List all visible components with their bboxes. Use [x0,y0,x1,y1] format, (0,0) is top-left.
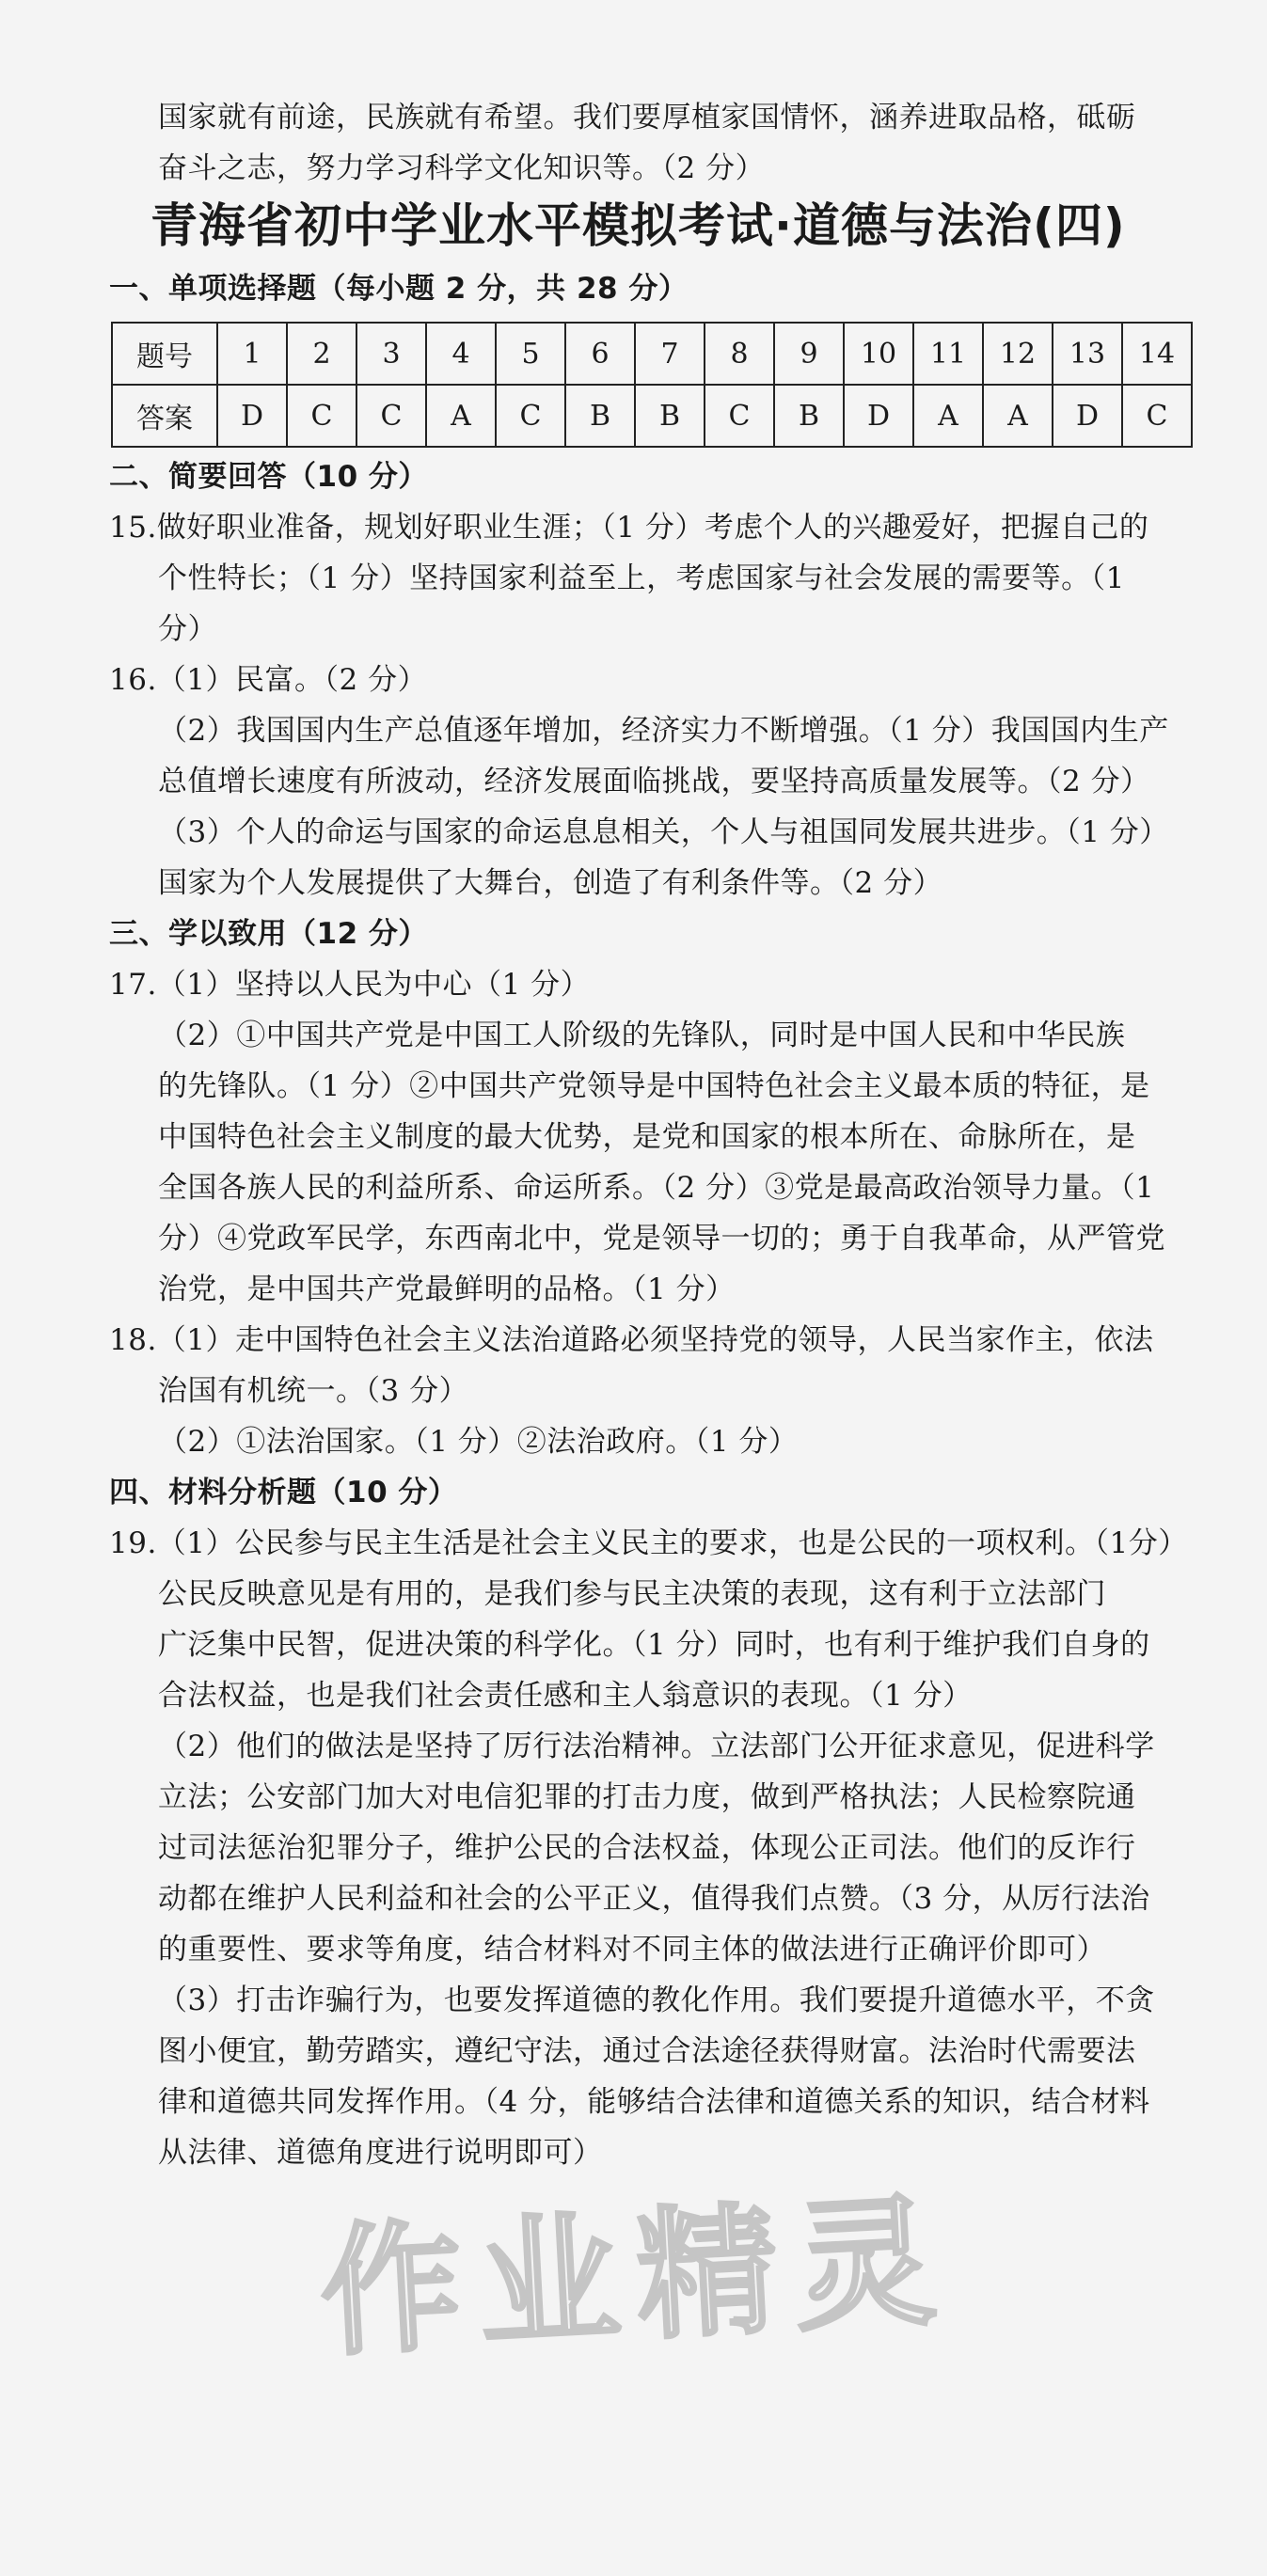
answer-cell: A [913,385,983,447]
answer-cell: C [705,385,774,447]
answer-line: （3）打击诈骗行为，也要发挥道德的教化作用。我们要提升道德水平，不贪 [158,1983,1155,2017]
answer-cell: B [774,385,844,447]
answer-line: 全国各族人民的利益所系、命运所系。（2 分）③党是最高政治领导力量。（1 [158,1171,1155,1205]
answer-cell: C [496,385,565,447]
answer-line: 18.（1）走中国特色社会主义法治道路必须坚持党的领导，人民当家作主，依法 [109,1323,1154,1357]
section-1-heading: 一、单项选择题（每小题 2 分，共 28 分） [109,272,689,306]
intro-line-2: 奋斗之志，努力学习科学文化知识等。（2 分） [158,151,766,185]
answer-line: 过司法惩治犯罪分子，维护公民的合法权益，体现公正司法。他们的反诈行 [158,1831,1136,1865]
question-number: 8 [705,323,774,385]
answer-line: 广泛集中民智，促进决策的科学化。（1 分）同时，也有利于维护我们自身的 [158,1628,1150,1662]
question-number: 7 [635,323,705,385]
answer-cell: D [1053,385,1122,447]
answer-line: 16.（1）民富。（2 分） [109,663,428,697]
answer-cell: C [287,385,356,447]
watermark: 作业精灵 [316,2179,957,2377]
answer-cell: B [565,385,635,447]
question-number: 3 [356,323,426,385]
answer-line: 从法律、道德角度进行说明即可） [158,2136,603,2170]
answer-line: 个性特长；（1 分）坚持国家利益至上，考虑国家与社会发展的需要等。（1 [158,561,1125,595]
answer-line: 治国有机统一。（3 分） [158,1374,469,1408]
section-4-heading: 四、材料分析题（10 分） [109,1476,458,1509]
intro-line-1: 国家就有前途，民族就有希望。我们要厚植家国情怀，涵养进取品格，砥砺 [158,101,1136,134]
answer-line: 立法；公安部门加大对电信犯罪的打击力度，做到严格执法；人民检察院通 [158,1780,1136,1814]
question-number: 5 [496,323,565,385]
section-2-heading: 二、简要回答（10 分） [109,460,428,494]
answer-line: （2）①法治国家。（1 分）②法治政府。（1 分） [158,1425,799,1459]
answer-cell: D [844,385,913,447]
answer-line: 公民反映意见是有用的，是我们参与民主决策的表现，这有利于立法部门 [158,1577,1106,1611]
answer-line: 律和道德共同发挥作用。（4 分，能够结合法律和道德关系的知识，结合材料 [158,2085,1150,2119]
answer-line: 中国特色社会主义制度的最大优势，是党和国家的根本所在、命脉所在，是 [158,1120,1136,1154]
question-number: 6 [565,323,635,385]
answer-table [111,322,1193,448]
question-number: 9 [774,323,844,385]
answer-line: 的先锋队。（1 分）②中国共产党领导是中国特色社会主义最本质的特征，是 [158,1069,1150,1103]
answer-line: 治党，是中国共产党最鲜明的品格。（1 分） [158,1272,736,1306]
answer-cell: D [217,385,287,447]
answer-cell: C [1122,385,1192,447]
answer-line: 总值增长速度有所波动，经济发展面临挑战，要坚持高质量发展等。（2 分） [158,765,1150,798]
question-number: 11 [913,323,983,385]
answer-line: （2）①中国共产党是中国工人阶级的先锋队，同时是中国人民和中华民族 [158,1019,1126,1052]
answer-table-answer-row [112,385,1192,447]
answer-line: 15.做好职业准备，规划好职业生涯；（1 分）考虑个人的兴趣爱好，把握自己的 [109,511,1149,545]
question-number: 10 [844,323,913,385]
question-number: 1 [217,323,287,385]
answer-line: 分）④党政军民学，东西南北中，党是领导一切的；勇于自我革命，从严管党 [158,1222,1165,1256]
answer-line: （2）他们的做法是坚持了厉行法治精神。立法部门公开征求意见，促进科学 [158,1730,1155,1763]
answer-line: 合法权益，也是我们社会责任感和主人翁意识的表现。（1 分） [158,1679,973,1713]
answer-line: （3）个人的命运与国家的命运息息相关，个人与祖国同发展共进步。（1 分） [158,815,1169,849]
page-title: 青海省初中学业水平模拟考试·道德与法治(四) [150,198,1126,253]
answer-line: 的重要性、要求等角度，结合材料对不同主体的做法进行正确评价即可） [158,1933,1106,1967]
answer-line: 国家为个人发展提供了大舞台，创造了有利条件等。（2 分） [158,866,943,900]
question-number: 13 [1053,323,1122,385]
table-row-label: 题号 [112,323,217,385]
answer-line: （2）我国国内生产总值逐年增加，经济实力不断增强。（1 分）我国国内生产 [158,714,1169,748]
answer-table-number-row [112,323,1192,385]
section-3-heading: 三、学以致用（12 分） [109,917,428,951]
answer-cell: A [983,385,1053,447]
question-number: 12 [983,323,1053,385]
answer-line: 分） [158,612,217,646]
question-number: 4 [426,323,496,385]
answer-line: 图小便宜，勤劳踏实，遵纪守法，通过合法途径获得财富。法治时代需要法 [158,2034,1136,2068]
answer-line: 19.（1）公民参与民主生活是社会主义民主的要求，也是公民的一项权利。（1分） [109,1526,1188,1560]
answer-line: 17.（1）坚持以人民为中心（1 分） [109,968,591,1002]
answer-cell: B [635,385,705,447]
answer-cell: C [356,385,426,447]
answer-line: 动都在维护人民利益和社会的公平正义，值得我们点赞。（3 分，从厉行法治 [158,1882,1150,1916]
question-number: 2 [287,323,356,385]
table-row-label: 答案 [112,385,217,447]
question-number: 14 [1122,323,1192,385]
answer-cell: A [426,385,496,447]
